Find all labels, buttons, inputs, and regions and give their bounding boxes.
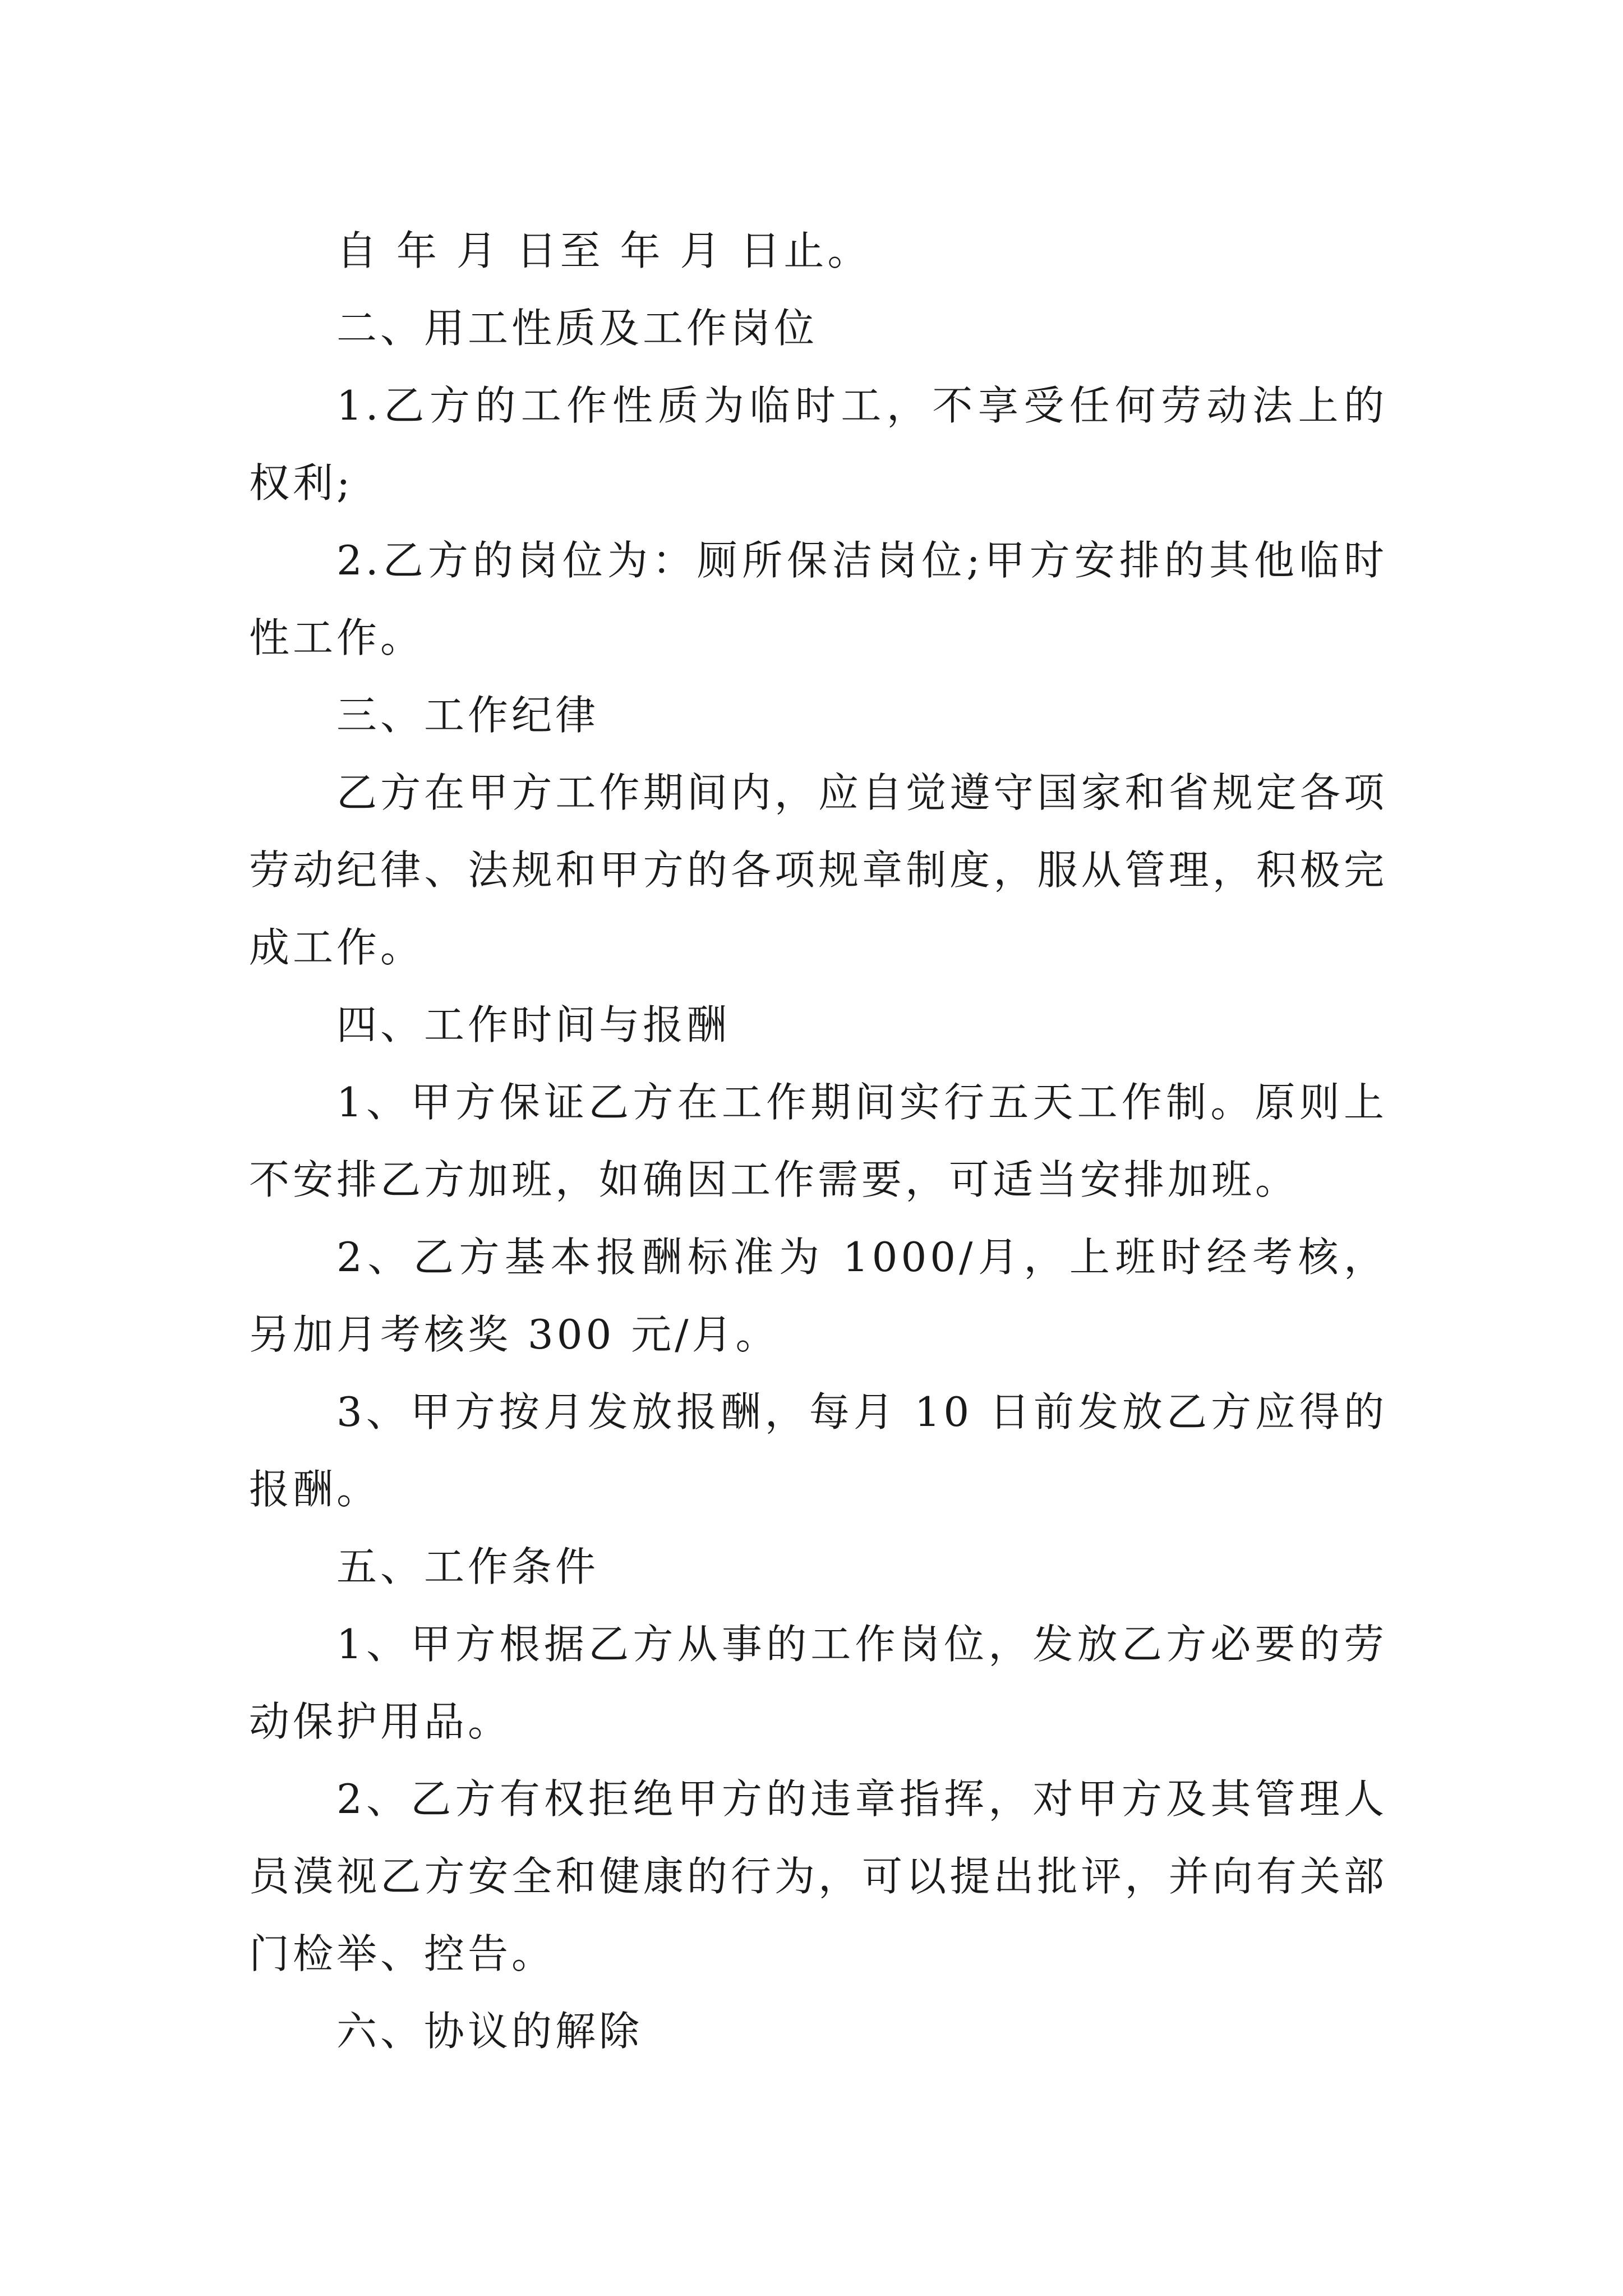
document-body bbox=[249, 212, 1387, 2070]
clause-protective-gear: 1、甲方根据乙方从事的工作岗位，发放乙方必要的劳动保护用品。 bbox=[249, 1621, 1387, 1745]
clause-discipline: 乙方在甲方工作期间内，应自觉遵守国家和省规定各项劳动纪律、法规和甲方的各项规章制度，服从管理，积极完成工作。 bbox=[249, 769, 1387, 971]
clause-work-schedule: 1、甲方保证乙方在工作期间实行五天工作制。原则上不安排乙方加班，如确因工作需要，可适当安排加班。 bbox=[249, 1079, 1387, 1203]
clause-job-position: 2.乙方的岗位为：厕所保洁岗位;甲方安排的其他临时性工作。 bbox=[249, 537, 1387, 661]
section-heading-work-discipline: 三、工作纪律 bbox=[336, 692, 600, 739]
clause-base-pay: 2、乙方基本报酬标准为 1000/月，上班时经考核，另加月考核奖 300 元/月。 bbox=[249, 1234, 1387, 1358]
clause-right-to-refuse: 2、乙方有权拒绝甲方的违章指挥，对甲方及其管理人员漠视乙方安全和健康的行为，可以提出批评，并向有关部门检举、控告。 bbox=[249, 1775, 1387, 1977]
section-heading-work-conditions: 五、工作条件 bbox=[336, 1543, 600, 1590]
clause-work-nature: 1.乙方的工作性质为临时工，不享受任何劳动法上的权利; bbox=[249, 382, 1387, 507]
clause-pay-date: 3、甲方按月发放报酬，每月 10 日前发放乙方应得的报酬。 bbox=[249, 1388, 1387, 1513]
section-heading-termination: 六、协议的解除 bbox=[336, 2008, 643, 2055]
contract-term-line: 自 年 月 日至 年 月 日止。 bbox=[336, 227, 872, 274]
section-heading-employment-nature: 二、用工性质及工作岗位 bbox=[336, 305, 818, 352]
section-heading-hours-pay: 四、工作时间与报酬 bbox=[336, 1001, 731, 1048]
